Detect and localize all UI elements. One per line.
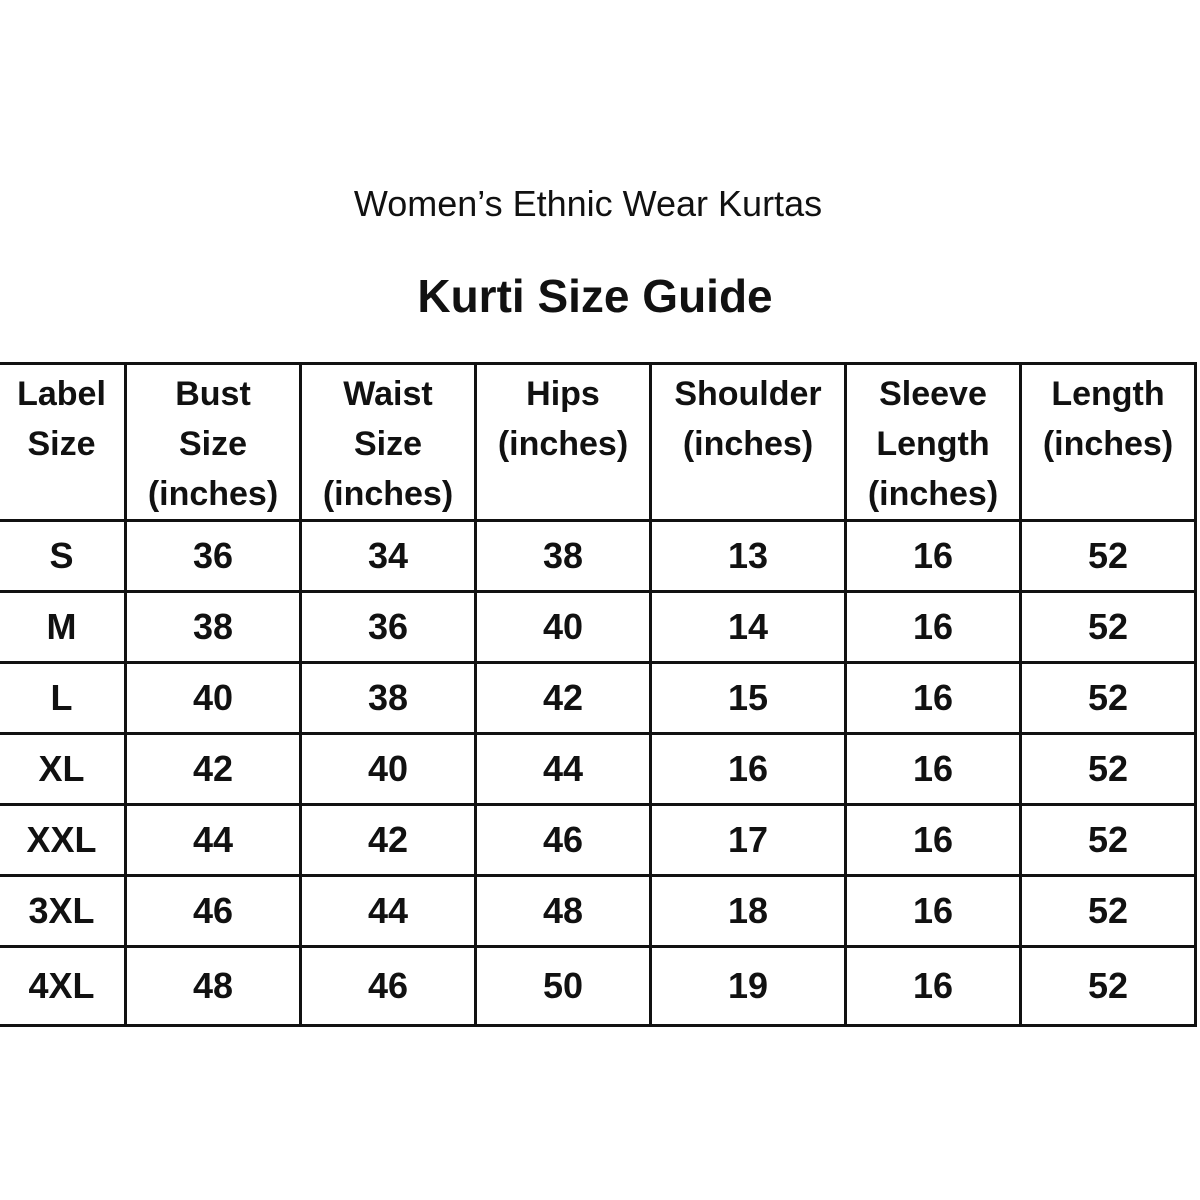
header-line: Hips	[526, 375, 600, 413]
table-cell: 15	[651, 663, 846, 734]
table-cell: 52	[1021, 592, 1196, 663]
table-cell: 4XL	[0, 947, 126, 1026]
table-cell: 13	[651, 521, 846, 592]
table-row	[0, 734, 1196, 805]
table-cell: 34	[301, 521, 476, 592]
table-cell: 52	[1021, 521, 1196, 592]
header-waist-size	[301, 364, 476, 521]
table-cell: 3XL	[0, 876, 126, 947]
table-cell: 16	[651, 734, 846, 805]
table-cell: 18	[651, 876, 846, 947]
table-cell: 44	[476, 734, 651, 805]
header-line: (inches)	[497, 425, 629, 463]
header-line: Sleeve	[879, 375, 987, 413]
header-hips	[476, 364, 651, 521]
table-cell: 16	[846, 876, 1021, 947]
table-row	[0, 805, 1196, 876]
header-line: Waist	[343, 375, 433, 413]
header-sleeve-length	[846, 364, 1021, 521]
table-cell: 42	[476, 663, 651, 734]
table-cell: 40	[476, 592, 651, 663]
table-row	[0, 663, 1196, 734]
table-cell: 52	[1021, 663, 1196, 734]
table-cell: 16	[846, 947, 1021, 1026]
header-line: Shoulder	[674, 375, 822, 413]
header-line: (inches)	[1042, 425, 1174, 463]
table-cell: 16	[846, 734, 1021, 805]
table-cell: 16	[846, 805, 1021, 876]
table-cell: 38	[301, 663, 476, 734]
table-cell: 52	[1021, 947, 1196, 1026]
header-line: Size	[353, 425, 423, 463]
table-cell: 50	[476, 947, 651, 1026]
table-cell: 16	[846, 592, 1021, 663]
header-line: Size	[178, 425, 248, 463]
table-cell: 46	[126, 876, 301, 947]
header-line: Label	[17, 375, 106, 413]
table-cell: 46	[301, 947, 476, 1026]
table-cell: 40	[126, 663, 301, 734]
header-label-size	[0, 364, 126, 521]
table-cell: 36	[126, 521, 301, 592]
header-line: (inches)	[322, 475, 454, 513]
table-row	[0, 947, 1196, 1026]
table-cell: 52	[1021, 876, 1196, 947]
table-cell: 38	[126, 592, 301, 663]
table-cell: XL	[0, 734, 126, 805]
table-cell: 17	[651, 805, 846, 876]
table-cell: 52	[1021, 734, 1196, 805]
table-cell: 44	[301, 876, 476, 947]
table-cell: 48	[476, 876, 651, 947]
header-line: (inches)	[867, 475, 999, 513]
table-cell: 42	[126, 734, 301, 805]
page-title: Kurti Size Guide	[417, 270, 773, 322]
table-cell: 46	[476, 805, 651, 876]
table-cell: 38	[476, 521, 651, 592]
table-cell: 36	[301, 592, 476, 663]
table-cell: 40	[301, 734, 476, 805]
header-line: (inches)	[147, 475, 279, 513]
header-line: Length	[1051, 375, 1165, 413]
table-row	[0, 521, 1196, 592]
table-cell: 48	[126, 947, 301, 1026]
table-header-row	[0, 364, 1196, 521]
subtitle: Women’s Ethnic Wear Kurtas	[353, 183, 823, 224]
table-cell: 19	[651, 947, 846, 1026]
size-guide-table	[0, 362, 1197, 1027]
table-cell: 52	[1021, 805, 1196, 876]
header-length	[1021, 364, 1196, 521]
table-cell: XXL	[0, 805, 126, 876]
header-line: Size	[27, 425, 96, 463]
table-cell: 42	[301, 805, 476, 876]
table-cell: S	[0, 521, 126, 592]
table-cell: 16	[846, 663, 1021, 734]
table-cell: M	[0, 592, 126, 663]
header-line: (inches)	[682, 425, 814, 463]
header-line: Bust	[175, 375, 251, 413]
header-bust-size	[126, 364, 301, 521]
table-row	[0, 876, 1196, 947]
table-cell: 14	[651, 592, 846, 663]
table-cell: L	[0, 663, 126, 734]
table-row	[0, 592, 1196, 663]
table-cell: 16	[846, 521, 1021, 592]
header-line: Length	[876, 425, 990, 463]
header-shoulder	[651, 364, 846, 521]
table-cell: 44	[126, 805, 301, 876]
